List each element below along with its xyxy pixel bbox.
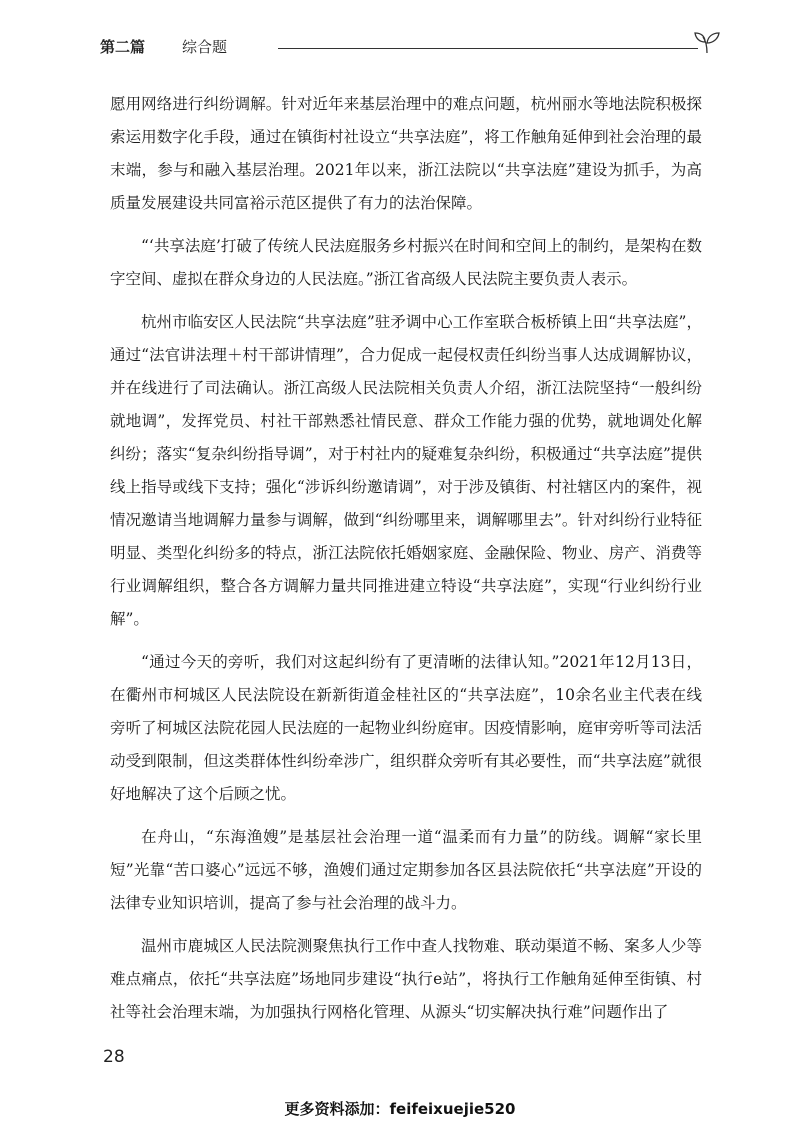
footer-note: 更多资料添加：feifeixuejie520 (284, 1100, 516, 1118)
paragraph: 在舟山，“东海渔嫂”是基层社会治理一道“温柔而有力量”的防线。调解“家长里短”光靠“苦口婆心”远远不够，渔嫂们通过定期参加各区县法院依托“共享法庭”开设的法律专业知识培训，提高了参与社会治理的战斗力。 (110, 828, 702, 912)
header-rule (278, 48, 698, 49)
sprout-leaf-icon (694, 30, 720, 54)
body-text (110, 88, 702, 1039)
page-number: 28 (103, 1047, 125, 1067)
running-header (100, 36, 720, 58)
header-part-label: 第二篇 (100, 38, 146, 56)
paragraph: 温州市鹿城区人民法院测聚焦执行工作中查人找物难、联动渠道不畅、案多人少等难点痛点，依托“共享法庭”场地同步建设“执行e站”，将执行工作触角延伸至街镇、村社等社会治理末端，为加强执行网格化管理、从源头“切实解决执行难”问题作出了 (110, 937, 702, 1021)
paragraph: “‘共享法庭’打破了传统人民法庭服务乡村振兴在时间和空间上的制约，是架构在数字空间、虚拟在群众身边的人民法庭。”浙江省高级人民法院主要负责人表示。 (110, 237, 702, 288)
header-section-title: 综合题 (182, 38, 228, 56)
paragraph: 杭州市临安区人民法院“共享法庭”驻矛调中心工作室联合板桥镇上田“共享法庭”，通过“法官讲法理＋村干部讲情理”，合力促成一起侵权责任纠纷当事人达成调解协议，并在线进行了司法确认。浙江高级人民法院相关负责人介绍，浙江法院坚持“一般纠纷就地调”，发挥党员、村社干部熟悉社情民意、群众工作能力强的优势，就地调处化解纠纷；落实“复杂纠纷指导调”，对于村社内的疑难复杂纠纷，积极通过“共享法庭”提供线上指导或线下支持；强化“涉诉纠纷邀请调”，对于涉及镇街、村社辖区内的案件，视情况邀请当地调解力量参与调解，做到“纠纷哪里来，调解哪里去”。针对纠纷行业特征明显、类型化纠纷多的特点，浙江法院依托婚姻家庭、金融保险、物业、房产、消费等行业调解组织，整合各方调解力量共同推进建立特设“共享法庭”，实现“行业纠纷行业解”。 (110, 313, 702, 628)
paragraph: “通过今天的旁听，我们对这起纠纷有了更清晰的法律认知。”2021年12月13日，在衢州市柯城区人民法院设在新新街道金桂社区的“共享法庭”，10余名业主代表在线旁听了柯城区法院花园人民法庭的一起物业纠纷庭审。因疫情影响，庭审旁听等司法活动受到限制，但这类群体性纠纷牵涉广，组织群众旁听有其必要性，而“共享法庭”就很好地解决了这个后顾之忧。 (110, 653, 702, 803)
paragraph: 愿用网络进行纠纷调解。针对近年来基层治理中的难点问题，杭州丽水等地法院积极探索运用数字化手段，通过在镇街村社设立“共享法庭”，将工作触角延伸到社会治理的最末端，参与和融入基层治理。2021年以来，浙江法院以“共享法庭”建设为抓手，为高质量发展建设共同富裕示范区提供了有力的法治保障。 (110, 95, 702, 212)
